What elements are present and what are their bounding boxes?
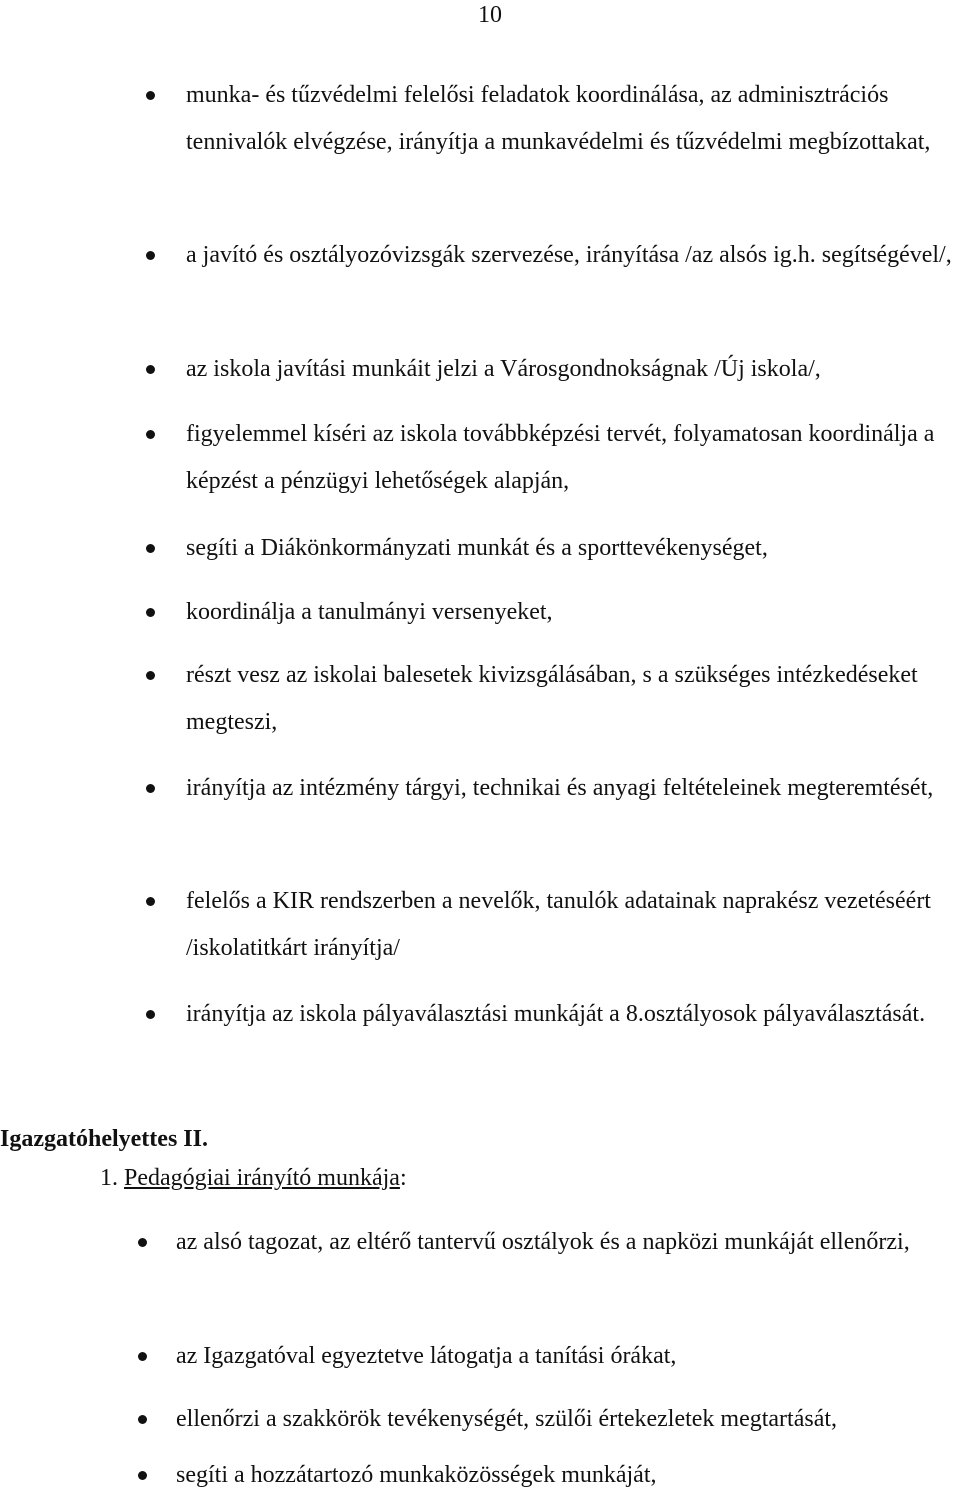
- list-item: [176, 1333, 960, 1380]
- bullet-icon: [146, 608, 155, 617]
- bullet-icon: [146, 365, 155, 374]
- list-item-text: az iskola javítási munkáit jelzi a Városgondnokságnak /Új iskola/,: [186, 356, 821, 382]
- list-item: [176, 1219, 960, 1266]
- list-item-text: az Igazgatóval egyeztetve látogatja a tanítási órákat,: [176, 1343, 677, 1369]
- list-item: [186, 878, 956, 972]
- subsection-number: 1.: [100, 1165, 118, 1191]
- list-item-text: a javító és osztályozóvizsgák szervezése, irányítása /az alsós ig.h. segítségével/,: [186, 242, 952, 268]
- list-item: [186, 411, 956, 505]
- list-item: [186, 525, 956, 572]
- bullet-icon: [138, 1415, 147, 1424]
- bullet-icon: [138, 1471, 147, 1480]
- list-item: [186, 232, 956, 279]
- bullet-icon: [146, 784, 155, 793]
- list-item: [186, 346, 956, 393]
- bullet-icon: [146, 897, 155, 906]
- subsection-title-suffix: :: [399, 1165, 407, 1191]
- list-item-text: irányítja az intézmény tárgyi, technikai és anyagi feltételeinek megteremtését,: [186, 775, 934, 801]
- bullet-icon: [146, 251, 155, 260]
- subsection-title: [100, 1163, 407, 1193]
- list-item-text: az alsó tagozat, az eltérő tantervű osztályok és a napközi munkáját ellenőrzi,: [176, 1229, 910, 1255]
- list-item-text: ellenőrzi a szakkörök tevékenységét, szülői értekezletek megtartását,: [176, 1406, 838, 1432]
- page-number: 10: [478, 2, 502, 28]
- bullet-icon: [146, 91, 155, 100]
- list-item-text: figyelemmel kíséri az iskola továbbképzési tervét, folyamatosan koordinálja a képzést a pénzügyi lehetőségek alapján,: [186, 421, 935, 494]
- list-item-text: munka- és tűzvédelmi felelősi feladatok koordinálása, az adminisztrációs tennivalók elvégzése, irányítja a munkavédelmi és tűzvédelmi megbízottakat,: [186, 82, 931, 155]
- subsection-title-text: Pedagógiai irányító munkája: [124, 1165, 400, 1191]
- bullet-icon: [146, 544, 155, 553]
- list-item-text: segíti a hozzátartozó munkaközösségek munkáját,: [176, 1462, 657, 1488]
- list-item-text: segíti a Diákönkormányzati munkát és a sporttevékenységet,: [186, 535, 768, 561]
- list-item: [186, 72, 956, 166]
- bullet-icon: [138, 1238, 147, 1247]
- list-item-text: koordinálja a tanulmányi versenyeket,: [186, 599, 553, 625]
- bullet-icon: [146, 671, 155, 680]
- list-item: [176, 1396, 960, 1443]
- list-item-text: irányítja az iskola pályaválasztási munkáját a 8.osztályosok pályaválasztását.: [186, 1001, 926, 1027]
- bullet-icon: [146, 1010, 155, 1019]
- list-item: [176, 1452, 960, 1499]
- section-heading: Igazgatóhelyettes II.: [0, 1126, 208, 1152]
- list-item-text: felelős a KIR rendszerben a nevelők, tanulók adatainak naprakész vezetéséért /iskolatitkárt irányítja/: [186, 888, 931, 961]
- bullet-icon: [138, 1352, 147, 1361]
- bullet-icon: [146, 430, 155, 439]
- list-item: [186, 589, 956, 636]
- list-item: [186, 991, 956, 1038]
- list-item-text: részt vesz az iskolai balesetek kivizsgálásában, s a szükséges intézkedéseket megteszi,: [186, 662, 918, 735]
- list-item: [186, 765, 956, 812]
- list-item: [186, 652, 956, 746]
